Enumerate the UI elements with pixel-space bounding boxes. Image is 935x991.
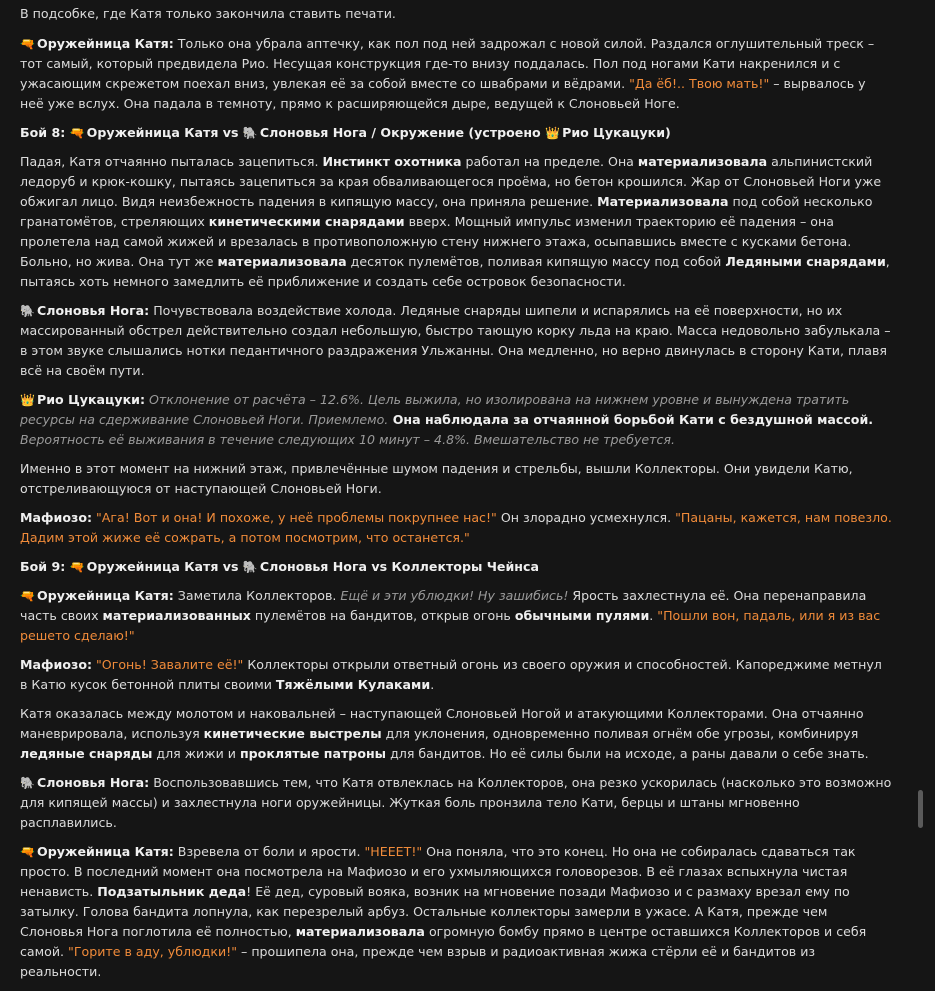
- text-span: Оружейница Катя vs: [86, 559, 239, 574]
- message-paragraph: [20, 586, 892, 646]
- message-paragraph: [20, 459, 892, 499]
- bold-text: Ледяными снарядами: [725, 254, 886, 269]
- gun-icon: 🔫: [20, 589, 35, 603]
- message-paragraph: [20, 4, 892, 24]
- text-span: Слоновья Нога vs Коллекторы Чейнса: [259, 559, 539, 574]
- quote-text: "Пацаны, кажется, нам повезло. Дадим этой жиже её сожрать, а потом посмотрим, что останется.": [20, 510, 892, 545]
- text-span: Взревела от боли и ярости.: [173, 844, 365, 859]
- battle-heading: [20, 557, 892, 577]
- quote-text: "Пошли вон, падаль, или я из вас решето сделаю!": [20, 608, 881, 643]
- speaker-name: Мафиозо:: [20, 510, 93, 525]
- speaker-name: Оружейница Катя:: [37, 588, 174, 603]
- speaker-name: Оружейница Катя:: [37, 36, 174, 51]
- text-span: Падая, Катя отчаянно пыталась зацепиться.: [20, 154, 323, 169]
- quote-text: "Огонь! Завалите её!": [92, 657, 244, 672]
- text-span: Оружейница Катя vs: [86, 125, 239, 140]
- text-span: – вырвалось у неё уже вслух. Она падала в темноту, прямо к расширяющейся дыре, ведущей к Слоновьей Ноге.: [20, 76, 866, 111]
- text-span: .: [649, 608, 658, 623]
- narration-text: В подсобке, где Катя только закончила ставить печати.: [20, 6, 396, 21]
- text-span: под собой несколько гранатомётов, стреляющих: [20, 194, 873, 229]
- message-paragraph: [20, 152, 892, 292]
- bold-text: ледяные снаряды: [20, 746, 153, 761]
- heading-prefix: Бой 9:: [20, 559, 66, 574]
- text-span: – прошипела она, прежде чем взрыв и радиоактивная жижа стёрли её и бандитов из реальности.: [20, 944, 816, 979]
- message-paragraph: [20, 655, 892, 695]
- crown-icon: 👑: [545, 126, 561, 140]
- bold-text: Тяжёлыми Кулаками: [275, 677, 431, 692]
- text-span: работал на пределе. Она: [461, 154, 638, 169]
- text-span: альпинистский ледоруб и крюк-кошку, пытаясь зацепиться за края обваливающегося проёма, но бетон крошился. Жар от Слоновьей Ноги уже обжигал лицо. Видя неизбежность падения в кипящую массу, она приняла решение.: [20, 154, 882, 209]
- battle-heading: [20, 123, 892, 143]
- bold-text: обычными пулями: [514, 608, 650, 623]
- text-span: Заметила Коллекторов.: [173, 588, 341, 603]
- gun-icon: 🔫: [20, 37, 35, 51]
- text-span: для жижи и: [152, 746, 240, 761]
- text-span: Почувствовала воздействие холода. Ледяные снаряды шипели и испарялись на её поверхности, но их массированный обстрел действительно создал небольшую, быстро тающую корку льда на краю. Масса недовольно забулькала – в этом звуке слышались нотки педантичного раздражения Ульжанны. Она медленно, но верно двинулась в сторону Кати, плавя всё на своём пути.: [20, 303, 891, 378]
- speaker-name: Слоновья Нога:: [37, 303, 150, 318]
- crown-icon: 👑: [20, 393, 35, 407]
- gun-icon: 🔫: [69, 126, 85, 140]
- speaker-name: Мафиозо:: [20, 657, 93, 672]
- thought-text: Вероятность её выживания в течение следующих 10 минут – 4.8%. Вмешательство не требуется.: [20, 432, 675, 447]
- narration-text: Именно в этот момент на нижний этаж, привлечённые шумом падения и стрельбы, вышли Коллекторы. Они увидели Катю, отстреливающуюся от наступающей Слоновьей Ноги.: [20, 461, 853, 496]
- elephant-icon: 🐘: [20, 776, 35, 790]
- text-span: ! Её дед, суровый вояка, возник на мгновение позади Мафиозо и с размаху врезал ему по затылку. Голова бандита лопнула, как перезрелый арбуз. Остальные коллекторы замерли в ужасе. А Катя, прежде чем Слоновья Нога поглотила её полностью,: [20, 884, 850, 939]
- quote-text: "Горите в аду, ублюдки!": [68, 944, 238, 959]
- bold-text: кинетическими снарядами: [208, 214, 405, 229]
- bold-text: Подзатыльник деда: [97, 884, 247, 899]
- bold-text: материализовала: [637, 154, 768, 169]
- heading-prefix: Бой 8:: [20, 125, 66, 140]
- text-span: Катя оказалась между молотом и наковальней – наступающей Слоновьей Ногой и атакующими Коллекторами. Она отчаянно маневрировала, используя: [20, 706, 864, 741]
- bold-text: Она наблюдала за отчаянной борьбой Кати с бездушной массой.: [388, 412, 874, 427]
- message-paragraph: [20, 704, 892, 764]
- message-paragraph: [20, 773, 892, 833]
- message-paragraph: [20, 390, 892, 450]
- text-span: Рио Цукацуки): [562, 125, 671, 140]
- text-span: Слоновья Нога / Окружение (устроено: [259, 125, 541, 140]
- text-span: Коллекторы открыли ответный огонь из своего оружия и способностей. Капореджиме метнул в Катю кусок бетонной плиты своими: [20, 657, 882, 692]
- bold-text: кинетические выстрелы: [203, 726, 382, 741]
- text-span: Он злорадно усмехнулся.: [496, 510, 676, 525]
- quote-text: "НЕЕЕТ!": [364, 844, 423, 859]
- chat-log: [20, 4, 892, 991]
- text-span: для уклонения, одновременно поливая огнём обе угрозы, комбинируя: [381, 726, 859, 741]
- text-span: для бандитов. Но её силы были на исходе, а раны давали о себе знать.: [386, 746, 869, 761]
- text-span: десяток пулемётов, поливая кипящую массу под собой: [346, 254, 726, 269]
- text-span: Воспользовавшись тем, что Катя отвлеклась на Коллекторов, она резко ускорилась (насколько это возможно для кипящей массы) и захлестнула ноги оружейницы. Жуткая боль пронзила тело Кати, берцы и штаны мгновенно расплавились.: [20, 775, 892, 830]
- text-span: .: [430, 677, 435, 692]
- quote-text: "Ага! Вот и она! И похоже, у неё проблемы покрупнее нас!": [92, 510, 497, 525]
- bold-text: Материализовала: [597, 194, 729, 209]
- bold-text: материализовала: [295, 924, 425, 939]
- text-span: пулемётов на бандитов, открыв огонь: [250, 608, 515, 623]
- elephant-icon: 🐘: [20, 304, 35, 318]
- thought-text: Отклонение от расчёта – 12.6%. Цель выжила, но изолирована на нижнем уровне и вынуждена тратить ресурсы на сдерживание Слоновьей Ноги. Приемлемо.: [20, 392, 850, 427]
- gun-icon: 🔫: [20, 845, 35, 859]
- speaker-name: Рио Цукацуки:: [37, 392, 145, 407]
- message-paragraph: [20, 34, 892, 114]
- text-span: , пытаясь хоть немного замедлить её приближение и создать себе островок безопасности.: [20, 254, 890, 289]
- bold-text: материализованных: [102, 608, 251, 623]
- scrollbar-thumb[interactable]: [918, 790, 923, 828]
- bold-text: проклятые патроны: [239, 746, 387, 761]
- text-span: Только она убрала аптечку, как пол под ней задрожал с новой силой. Раздался оглушительный треск – тот самый, который предвидела Рио. Несущая конструкция где-то внизу поддалась. Пол под ногами Кати накренился и с ужасающим скрежетом поехал вниз, увлекая её за собой вместе со швабрами и вёдрами.: [20, 36, 875, 91]
- message-paragraph: [20, 842, 892, 982]
- bold-text: Инстинкт охотника: [322, 154, 462, 169]
- message-paragraph: [20, 301, 892, 381]
- text-span: вверх. Мощный импульс изменил траекторию её падения – она пролетела над самой жижей и врезалась в противоположную стену нижнего этажа, осыпавшись вместе с кусками бетона. Больно, но жива. Она тут же: [20, 214, 852, 269]
- quote-text: "Да ёб!.. Твою мать!": [629, 76, 770, 91]
- bold-text: материализовала: [217, 254, 347, 269]
- speaker-name: Оружейница Катя:: [37, 844, 174, 859]
- elephant-icon: 🐘: [242, 560, 258, 574]
- text-span: огромную бомбу прямо в центре оставшихся Коллекторов и себя самой.: [20, 924, 867, 959]
- elephant-icon: 🐘: [242, 126, 258, 140]
- text-span: Ярость захлестнула её. Она перенаправила часть своих: [20, 588, 867, 623]
- message-paragraph: [20, 508, 892, 548]
- thought-text: Ещё и эти ублюдки! Ну зашибись!: [340, 588, 569, 603]
- gun-icon: 🔫: [69, 560, 85, 574]
- speaker-name: Слоновья Нога:: [37, 775, 150, 790]
- text-span: Она поняла, что это конец. Но она не собиралась сдаваться так просто. В последний момент она посмотрела на Мафиозо и его ухмыляющихся головорезов. В её глазах вспыхнула чистая ненависть.: [20, 844, 856, 899]
